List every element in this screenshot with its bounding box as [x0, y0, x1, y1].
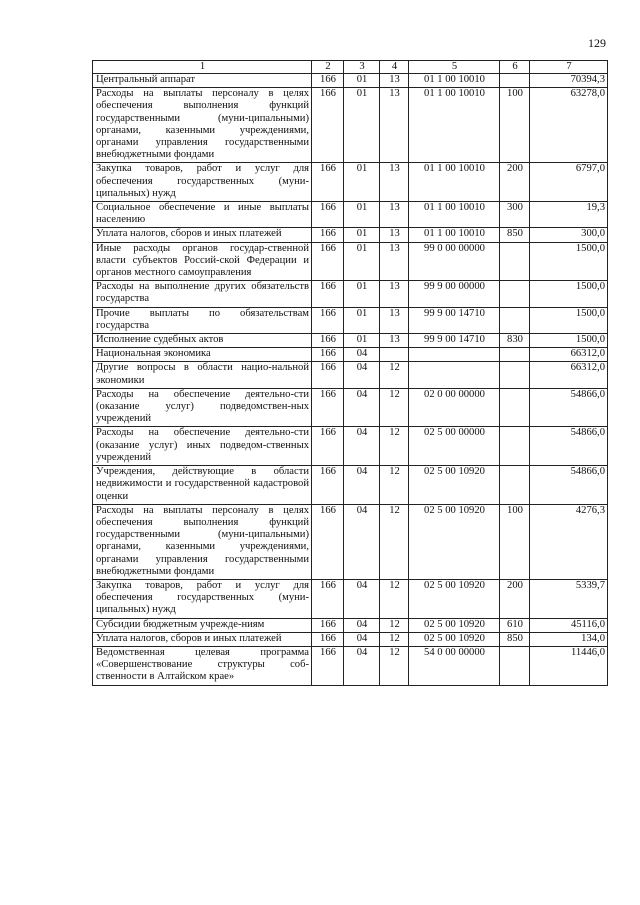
table-row — [93, 163, 608, 202]
row-name-cell: Расходы на обеспечение деятельно-сти (оказание услуг) иных подведом-ственных учреждений — [93, 427, 312, 466]
row-expense-type-cell — [500, 362, 530, 388]
row-name-cell: Социальное обеспечение и иные выплаты населению — [93, 202, 312, 228]
row-section-cell: 04 — [344, 632, 380, 646]
row-name-cell: Прочие выплаты по обязательствам государства — [93, 307, 312, 333]
table-row — [93, 388, 608, 427]
table-row — [93, 632, 608, 646]
table-row — [93, 334, 608, 348]
row-section-cell: 01 — [344, 242, 380, 281]
row-ministry-cell: 166 — [312, 74, 344, 88]
column-header: 3 — [344, 61, 380, 74]
row-subsection-cell: 13 — [380, 74, 409, 88]
budget-table — [92, 60, 608, 686]
row-amount-cell: 66312,0 — [530, 362, 608, 388]
table-header-row — [93, 61, 608, 74]
row-section-cell: 04 — [344, 579, 380, 618]
table-row — [93, 618, 608, 632]
row-amount-cell: 19,3 — [530, 202, 608, 228]
row-ministry-cell: 166 — [312, 618, 344, 632]
row-expense-type-cell: 850 — [500, 228, 530, 242]
row-name-cell: Другие вопросы в области нацио-нальной экономики — [93, 362, 312, 388]
row-name-cell: Расходы на выплаты персоналу в целях обеспечения выполнения функций государственными (муни-ципальными) органами, казенными учреждениями, органами управления государственными внебюджетными фондами — [93, 504, 312, 579]
row-section-cell: 01 — [344, 163, 380, 202]
row-expense-type-cell: 200 — [500, 163, 530, 202]
row-expense-type-cell — [500, 242, 530, 281]
row-target-article-cell: 01 1 00 10010 — [409, 163, 500, 202]
row-subsection-cell: 12 — [380, 646, 409, 685]
row-section-cell: 04 — [344, 646, 380, 685]
row-expense-type-cell — [500, 307, 530, 333]
row-target-article-cell: 01 1 00 10010 — [409, 228, 500, 242]
row-target-article-cell: 99 9 00 14710 — [409, 334, 500, 348]
row-expense-type-cell — [500, 388, 530, 427]
row-section-cell: 04 — [344, 388, 380, 427]
row-subsection-cell: 13 — [380, 202, 409, 228]
row-name-cell: Исполнение судебных актов — [93, 334, 312, 348]
row-amount-cell: 70394,3 — [530, 74, 608, 88]
row-name-cell: Учреждения, действующие в области недвижимости и государственной кадастровой оценки — [93, 466, 312, 505]
row-ministry-cell: 166 — [312, 163, 344, 202]
row-subsection-cell: 12 — [380, 618, 409, 632]
row-expense-type-cell — [500, 646, 530, 685]
row-subsection-cell: 13 — [380, 242, 409, 281]
row-target-article-cell: 02 5 00 10920 — [409, 504, 500, 579]
row-section-cell: 04 — [344, 466, 380, 505]
row-ministry-cell: 166 — [312, 307, 344, 333]
row-expense-type-cell — [500, 348, 530, 362]
row-ministry-cell: 166 — [312, 579, 344, 618]
row-name-cell: Расходы на выполнение других обязательств государства — [93, 281, 312, 307]
row-subsection-cell: 12 — [380, 388, 409, 427]
table-row — [93, 427, 608, 466]
row-ministry-cell: 166 — [312, 202, 344, 228]
row-target-article-cell: 01 1 00 10010 — [409, 202, 500, 228]
column-header: 4 — [380, 61, 409, 74]
row-expense-type-cell: 610 — [500, 618, 530, 632]
row-section-cell: 01 — [344, 228, 380, 242]
row-amount-cell: 6797,0 — [530, 163, 608, 202]
row-amount-cell: 11446,0 — [530, 646, 608, 685]
row-name-cell: Уплата налогов, сборов и иных платежей — [93, 228, 312, 242]
row-amount-cell: 1500,0 — [530, 242, 608, 281]
row-ministry-cell: 166 — [312, 362, 344, 388]
row-ministry-cell: 166 — [312, 466, 344, 505]
row-subsection-cell: 12 — [380, 466, 409, 505]
column-header: 5 — [409, 61, 500, 74]
row-target-article-cell: 99 9 00 14710 — [409, 307, 500, 333]
row-section-cell: 01 — [344, 334, 380, 348]
column-header: 6 — [500, 61, 530, 74]
row-expense-type-cell — [500, 427, 530, 466]
table-row — [93, 646, 608, 685]
row-target-article-cell: 02 5 00 10920 — [409, 632, 500, 646]
row-target-article-cell: 01 1 00 10010 — [409, 88, 500, 163]
row-expense-type-cell: 830 — [500, 334, 530, 348]
table-row — [93, 362, 608, 388]
row-subsection-cell: 13 — [380, 163, 409, 202]
column-header: 7 — [530, 61, 608, 74]
row-amount-cell: 66312,0 — [530, 348, 608, 362]
row-name-cell: Расходы на обеспечение деятельно-сти (оказание услуг) подведомствен-ных учреждений — [93, 388, 312, 427]
row-ministry-cell: 166 — [312, 646, 344, 685]
row-amount-cell: 54866,0 — [530, 466, 608, 505]
row-name-cell: Ведомственная целевая программа «Совершенствование структуры соб-ственности в Алтайском крае» — [93, 646, 312, 685]
row-name-cell: Центральный аппарат — [93, 74, 312, 88]
row-section-cell: 04 — [344, 504, 380, 579]
table-row — [93, 88, 608, 163]
row-ministry-cell: 166 — [312, 88, 344, 163]
row-subsection-cell: 12 — [380, 504, 409, 579]
table-row — [93, 74, 608, 88]
row-section-cell: 04 — [344, 348, 380, 362]
row-target-article-cell: 01 1 00 10010 — [409, 74, 500, 88]
row-ministry-cell: 166 — [312, 242, 344, 281]
row-amount-cell: 1500,0 — [530, 334, 608, 348]
row-expense-type-cell: 300 — [500, 202, 530, 228]
column-header: 2 — [312, 61, 344, 74]
row-target-article-cell: 99 9 00 00000 — [409, 281, 500, 307]
row-target-article-cell: 02 5 00 10920 — [409, 579, 500, 618]
row-ministry-cell: 166 — [312, 228, 344, 242]
row-name-cell: Иные расходы органов государ-ственной власти субъектов Россий-ской Федерации и органов местного самоуправления — [93, 242, 312, 281]
row-amount-cell: 1500,0 — [530, 307, 608, 333]
row-section-cell: 01 — [344, 74, 380, 88]
row-section-cell: 04 — [344, 362, 380, 388]
row-expense-type-cell: 200 — [500, 579, 530, 618]
row-amount-cell: 4276,3 — [530, 504, 608, 579]
row-name-cell: Национальная экономика — [93, 348, 312, 362]
row-expense-type-cell — [500, 466, 530, 505]
row-section-cell: 01 — [344, 202, 380, 228]
column-header: 1 — [93, 61, 312, 74]
row-amount-cell: 5339,7 — [530, 579, 608, 618]
row-ministry-cell: 166 — [312, 388, 344, 427]
row-ministry-cell: 166 — [312, 504, 344, 579]
row-subsection-cell: 12 — [380, 427, 409, 466]
row-section-cell: 01 — [344, 281, 380, 307]
row-amount-cell: 63278,0 — [530, 88, 608, 163]
row-expense-type-cell: 100 — [500, 88, 530, 163]
row-target-article-cell — [409, 348, 500, 362]
table-row — [93, 579, 608, 618]
table-row — [93, 202, 608, 228]
page-number: 129 — [588, 36, 606, 50]
row-amount-cell: 134,0 — [530, 632, 608, 646]
row-amount-cell: 54866,0 — [530, 427, 608, 466]
table-row — [93, 466, 608, 505]
row-subsection-cell: 12 — [380, 632, 409, 646]
table-row — [93, 242, 608, 281]
row-target-article-cell: 54 0 00 00000 — [409, 646, 500, 685]
row-target-article-cell — [409, 362, 500, 388]
row-amount-cell: 45116,0 — [530, 618, 608, 632]
row-ministry-cell: 166 — [312, 281, 344, 307]
row-subsection-cell: 13 — [380, 307, 409, 333]
row-expense-type-cell: 100 — [500, 504, 530, 579]
table-row — [93, 228, 608, 242]
row-subsection-cell — [380, 348, 409, 362]
row-expense-type-cell — [500, 74, 530, 88]
row-ministry-cell: 166 — [312, 334, 344, 348]
row-subsection-cell: 13 — [380, 281, 409, 307]
row-ministry-cell: 166 — [312, 348, 344, 362]
row-name-cell: Расходы на выплаты персоналу в целях обеспечения выполнения функций государственными (муни-ципальными) органами, казенными учреждениями, органами управления государственными внебюджетными фондами — [93, 88, 312, 163]
row-ministry-cell: 166 — [312, 632, 344, 646]
row-section-cell: 01 — [344, 88, 380, 163]
row-target-article-cell: 99 0 00 00000 — [409, 242, 500, 281]
row-amount-cell: 1500,0 — [530, 281, 608, 307]
row-target-article-cell: 02 5 00 00000 — [409, 427, 500, 466]
row-section-cell: 01 — [344, 307, 380, 333]
table-row — [93, 504, 608, 579]
row-name-cell: Закупка товаров, работ и услуг для обеспечения государственных (муни-ципальных) нужд — [93, 163, 312, 202]
row-target-article-cell: 02 5 00 10920 — [409, 618, 500, 632]
table-row — [93, 307, 608, 333]
row-subsection-cell: 13 — [380, 228, 409, 242]
row-subsection-cell: 13 — [380, 88, 409, 163]
row-expense-type-cell: 850 — [500, 632, 530, 646]
row-amount-cell: 54866,0 — [530, 388, 608, 427]
row-section-cell: 04 — [344, 618, 380, 632]
row-ministry-cell: 166 — [312, 427, 344, 466]
row-subsection-cell: 13 — [380, 334, 409, 348]
row-name-cell: Субсидии бюджетным учрежде-ниям — [93, 618, 312, 632]
row-target-article-cell: 02 5 00 10920 — [409, 466, 500, 505]
row-expense-type-cell — [500, 281, 530, 307]
row-subsection-cell: 12 — [380, 579, 409, 618]
row-name-cell: Уплата налогов, сборов и иных платежей — [93, 632, 312, 646]
row-name-cell: Закупка товаров, работ и услуг для обеспечения государственных (муни-ципальных) нужд — [93, 579, 312, 618]
row-subsection-cell: 12 — [380, 362, 409, 388]
table-row — [93, 281, 608, 307]
row-target-article-cell: 02 0 00 00000 — [409, 388, 500, 427]
row-section-cell: 04 — [344, 427, 380, 466]
table-row — [93, 348, 608, 362]
row-amount-cell: 300,0 — [530, 228, 608, 242]
